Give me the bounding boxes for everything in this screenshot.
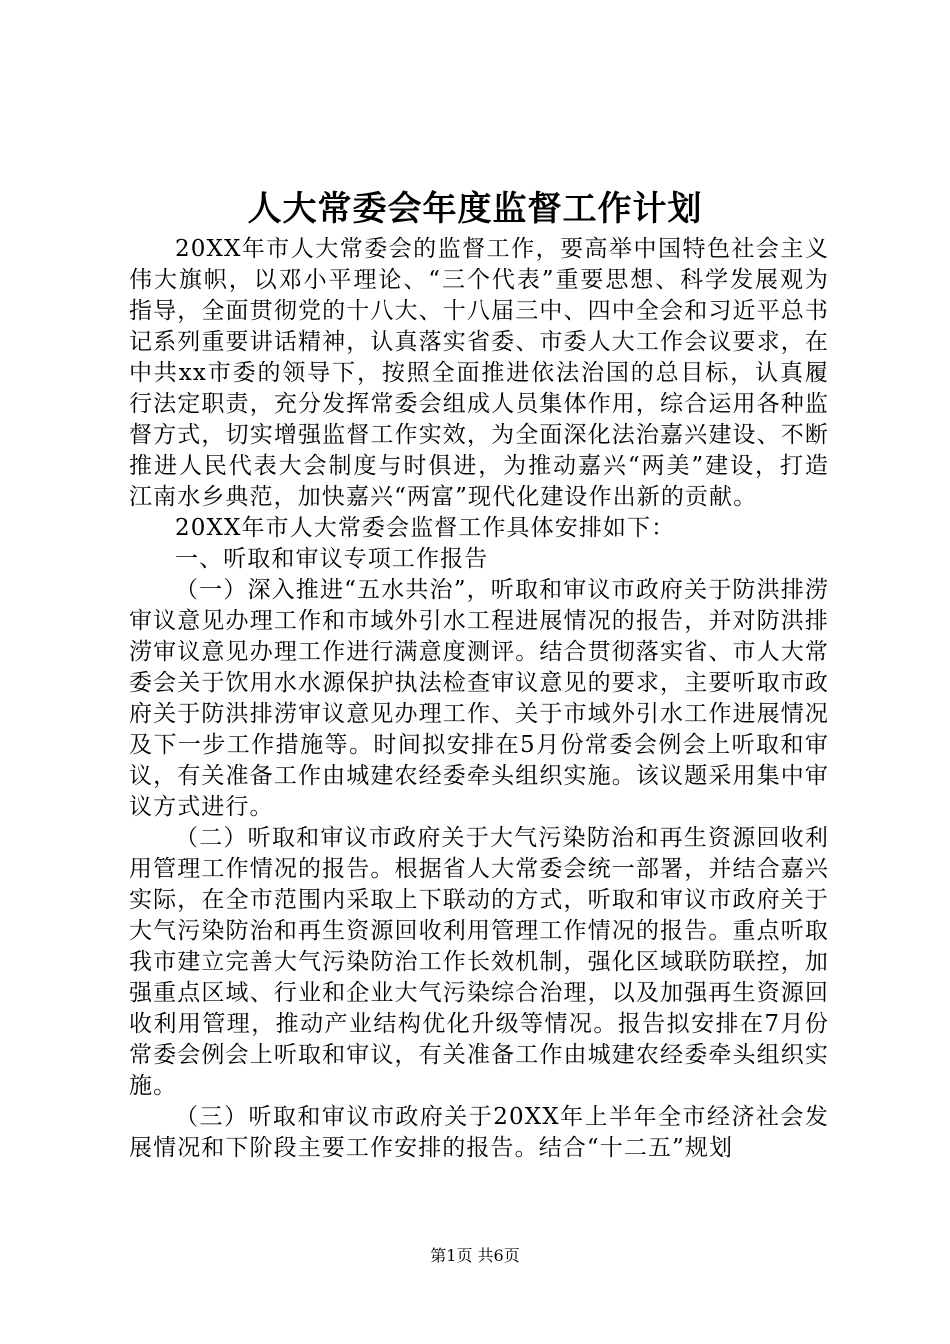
page-number: 第1页 共6页 [430, 1246, 520, 1265]
paragraph-item-3: （三）听取和审议市政府关于20XX年上半年全市经济社会发展情况和下阶段主要工作安排的报告。结合“十二五”规划 [129, 1104, 829, 1161]
paragraph-intro: 20XX年市人大常委会的监督工作，要高举中国特色社会主义伟大旗帜，以邓小平理论、“三个代表”重要思想、科学发展观为指导，全面贯彻党的十八大、十八届三中、四中全会和习近平总书记系列重要讲话精神，认真落实省委、市委人大工作会议要求，在中共xx市委的领导下，按照全面推进依法治国的总目标，认真履行法定职责，充分发挥常委会组成人员集体作用，综合运用各种监督方式，切实增强监督工作实效，为全面深化法治嘉兴建设、不断推进人民代表大会制度与时俱进，为推动嘉兴“两美”建设，打造江南水乡典范，加快嘉兴“两富”现代化建设作出新的贡献。 [129, 236, 829, 510]
document-title: 人大常委会年度监督工作计划 [247, 189, 703, 229]
section-heading-1: 一、听取和审议专项工作报告 [175, 546, 489, 572]
paragraph-item-1: （一）深入推进“五水共治”，听取和审议市政府关于防洪排涝审议意见办理工作和市域外引水工程进展情况的报告，并对防洪排涝审议意见办理工作进行满意度测评。结合贯彻落实省、市人大常委会关于饮用水水源保护执法检查审议意见的要求，主要听取市政府关于防洪排涝审议意见办理工作、关于市域外引水工作进展情况及下一步工作措施等。时间拟安排在5月份常委会例会上听取和审议，有关准备工作由城建农经委牵头组织实施。该议题采用集中审议方式进行。 [129, 577, 829, 820]
document-body [129, 234, 829, 1164]
paragraph-item-2: （二）听取和审议市政府关于大气污染防治和再生资源回收利用管理工作情况的报告。根据省人大常委会统一部署，并结合嘉兴实际，在全市范围内采取上下联动的方式，听取和审议市政府关于大气污染防治和再生资源回收利用管理工作情况的报告。重点听取我市建立完善大气污染防治工作长效机制，强化区域联防联控，加强重点区域、行业和企业大气污染综合治理，以及加强再生资源回收利用管理，推动产业结构优化升级等情况。报告拟安排在7月份常委会例会上听取和审议，有关准备工作由城建农经委牵头组织实施。 [129, 825, 829, 1099]
paragraph-arrangement: 20XX年市人大常委会监督工作具体安排如下： [175, 515, 676, 541]
